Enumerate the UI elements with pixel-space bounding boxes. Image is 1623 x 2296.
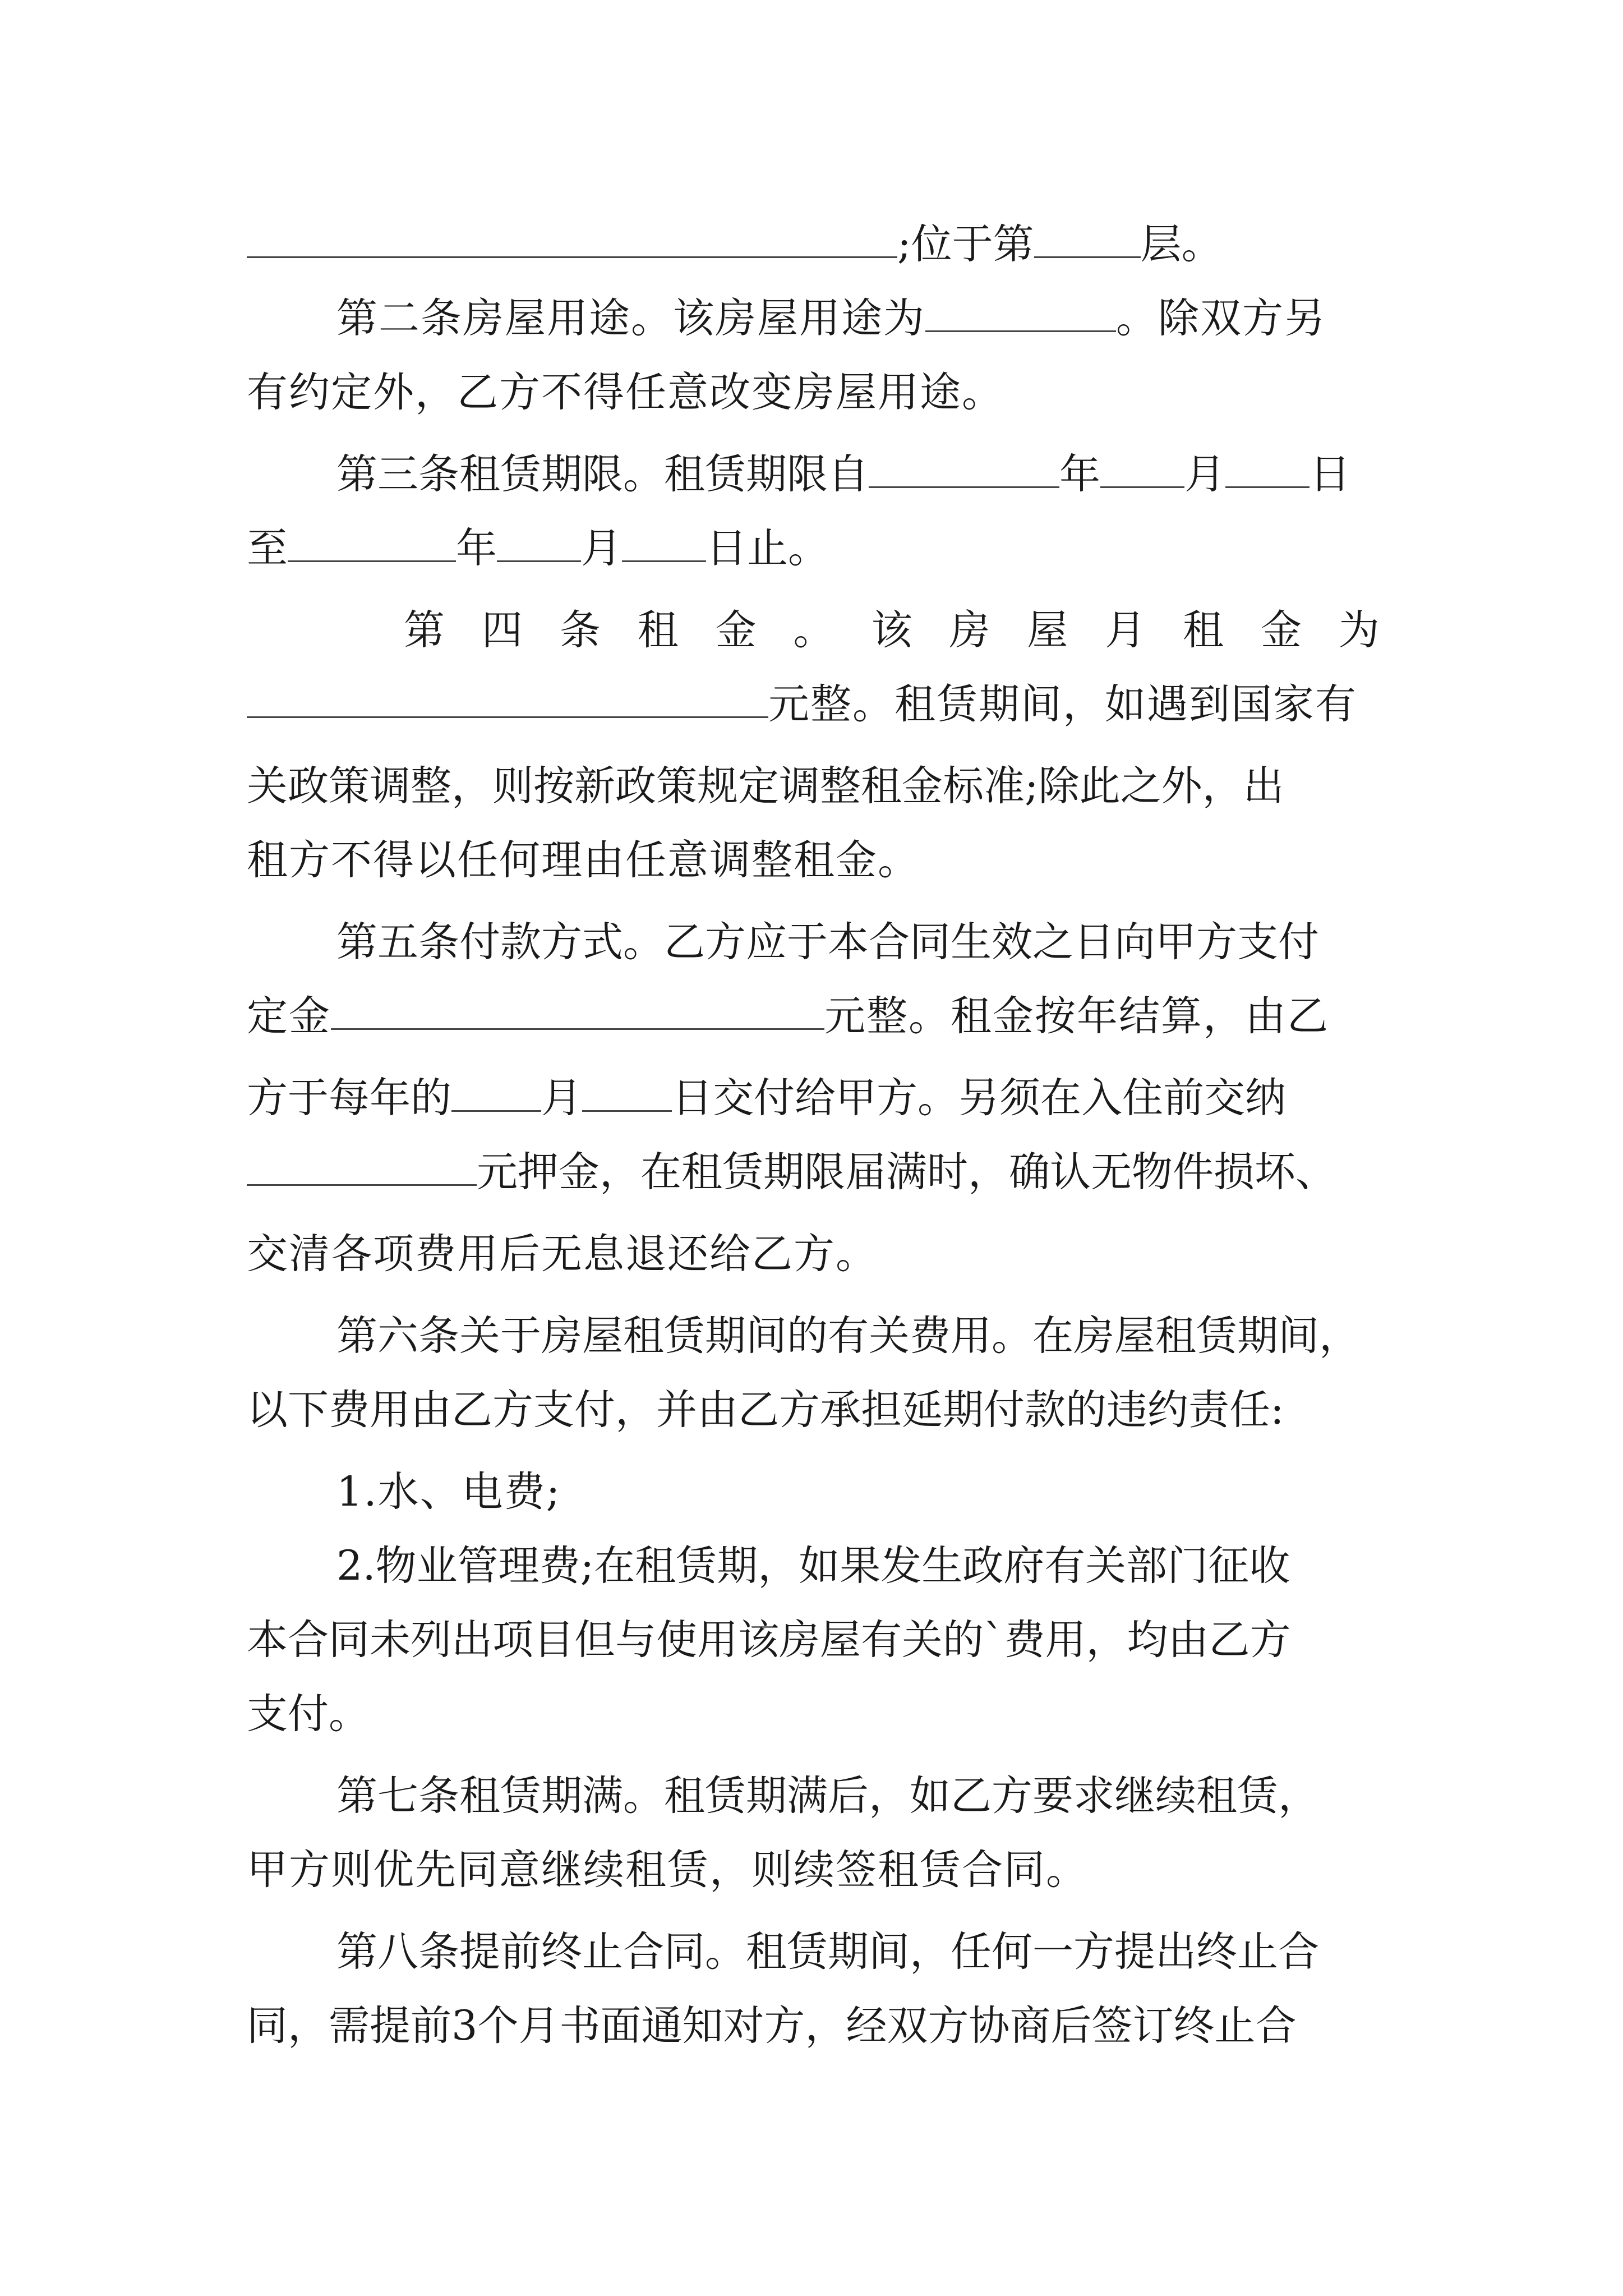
blank-start-year[interactable]: [869, 449, 1059, 488]
text: 月: [1184, 450, 1225, 498]
line-floor: [247, 205, 1380, 284]
char: 为: [1338, 606, 1380, 654]
line-article-4-rent: [247, 665, 1380, 744]
blank-earnest[interactable]: [331, 991, 824, 1030]
blank-end-day[interactable]: [622, 523, 706, 562]
text: 元整。租赁期间，如遇到国家有: [768, 680, 1357, 728]
text: 第七条租赁期满。租赁期满后，如乙方要求继续租赁，: [336, 1772, 1319, 1820]
char: 四: [481, 606, 523, 654]
text: 方于每年的: [247, 1074, 451, 1122]
text: 元整。租金按年结算，由乙: [824, 992, 1329, 1040]
blank-usage[interactable]: [925, 293, 1116, 332]
text: ;位于第: [897, 220, 1034, 268]
line-item-2-end: [247, 1675, 1380, 1754]
blank-rent[interactable]: [247, 679, 768, 718]
line-item-1: [336, 1453, 1380, 1531]
text: 月: [581, 524, 622, 572]
line-article-4-cont2: [247, 821, 1380, 900]
blank-pay-day[interactable]: [582, 1073, 672, 1112]
blank-start-month[interactable]: [1100, 449, 1184, 488]
line-article-3-cont: [247, 509, 1380, 588]
char: 房: [949, 606, 990, 654]
line-article-3: [336, 435, 1380, 514]
text: 年: [1059, 450, 1100, 498]
line-article-5-pay-date: [247, 1059, 1380, 1138]
text: 1.水、电费;: [336, 1468, 561, 1516]
line-article-5-cont: [247, 1215, 1380, 1294]
line-article-7: [336, 1757, 1380, 1835]
text: 第三条租赁期限。租赁期限自: [336, 450, 869, 498]
char: 屋: [1027, 606, 1068, 654]
blank-start-day[interactable]: [1225, 449, 1310, 488]
text: 第五条付款方式。乙方应于本合同生效之日向甲方支付: [336, 918, 1319, 966]
line-item-2: [336, 1527, 1380, 1605]
line-article-2: [336, 279, 1380, 358]
text: 至: [247, 524, 288, 572]
line-item-2-cont: [247, 1601, 1380, 1680]
text: 同，需提前3个月书面通知对方，经双方协商后签订终止合: [247, 2002, 1297, 2050]
blank-end-month[interactable]: [497, 523, 581, 562]
line-article-8: [336, 1913, 1380, 1991]
char: 条: [559, 606, 601, 654]
blank-address[interactable]: [247, 219, 897, 258]
text: 支付。: [247, 1690, 370, 1738]
line-article-6: [336, 1297, 1380, 1375]
line-article-5: [336, 903, 1380, 982]
text: 租方不得以任何理由任意调整租金。: [247, 836, 920, 884]
text: 以下费用由乙方支付，并由乙方承担延期付款的违约责任:: [247, 1386, 1284, 1434]
char: 金: [715, 606, 757, 654]
text: 日止。: [706, 524, 829, 572]
char: 。: [793, 606, 834, 654]
char: 月: [1105, 606, 1146, 654]
text: 交清各项费用后无息退还给乙方。: [247, 1230, 878, 1278]
text: 月: [541, 1074, 582, 1122]
blank-end-year[interactable]: [288, 523, 456, 562]
text: 本合同未列出项目但与使用该房屋有关的`费用，均由乙方: [247, 1616, 1291, 1664]
line-article-6-cont: [247, 1371, 1380, 1450]
text: 第八条提前终止合同。租赁期间，任何一方提出终止合: [336, 1928, 1319, 1976]
text: 2.物业管理费;在租赁期，如果发生政府有关部门征收: [336, 1542, 1290, 1590]
text: 层。: [1140, 220, 1223, 268]
text: 第二条房屋用途。该房屋用途为: [336, 295, 925, 342]
line-article-5-security: [247, 1133, 1380, 1212]
line-article-2-cont: [247, 353, 1380, 432]
char: 金: [1260, 606, 1302, 654]
text: 。除双方另: [1116, 295, 1326, 342]
text: 甲方则优先同意继续租赁，则续签租赁合同。: [247, 1846, 1088, 1894]
text: 元押金，在租赁期限届满时，确认无物件损坏、: [477, 1148, 1336, 1196]
text: 日交付给甲方。另须在入住前交纳: [672, 1074, 1286, 1122]
text: 有约定外，乙方不得任意改变房屋用途。: [247, 369, 1004, 416]
text: 日: [1310, 450, 1350, 498]
line-article-4: [404, 591, 1380, 670]
line-article-5-deposit: [247, 977, 1380, 1056]
text: 关政策调整，则按新政策规定调整租金标准;除此之外，出: [247, 762, 1284, 810]
char: 第: [404, 606, 445, 654]
line-article-8-cont: [247, 1987, 1380, 2065]
text: 定金: [247, 992, 331, 1040]
line-article-4-cont1: [247, 747, 1380, 826]
char: 租: [1183, 606, 1224, 654]
text: 年: [456, 524, 497, 572]
blank-security[interactable]: [247, 1147, 477, 1186]
blank-floor[interactable]: [1034, 219, 1141, 258]
char: 该: [871, 606, 912, 654]
line-article-7-cont: [247, 1831, 1380, 1910]
char: 租: [637, 606, 679, 654]
blank-pay-month[interactable]: [451, 1073, 541, 1112]
text: 第六条关于房屋租赁期间的有关费用。在房屋租赁期间，: [336, 1312, 1360, 1360]
